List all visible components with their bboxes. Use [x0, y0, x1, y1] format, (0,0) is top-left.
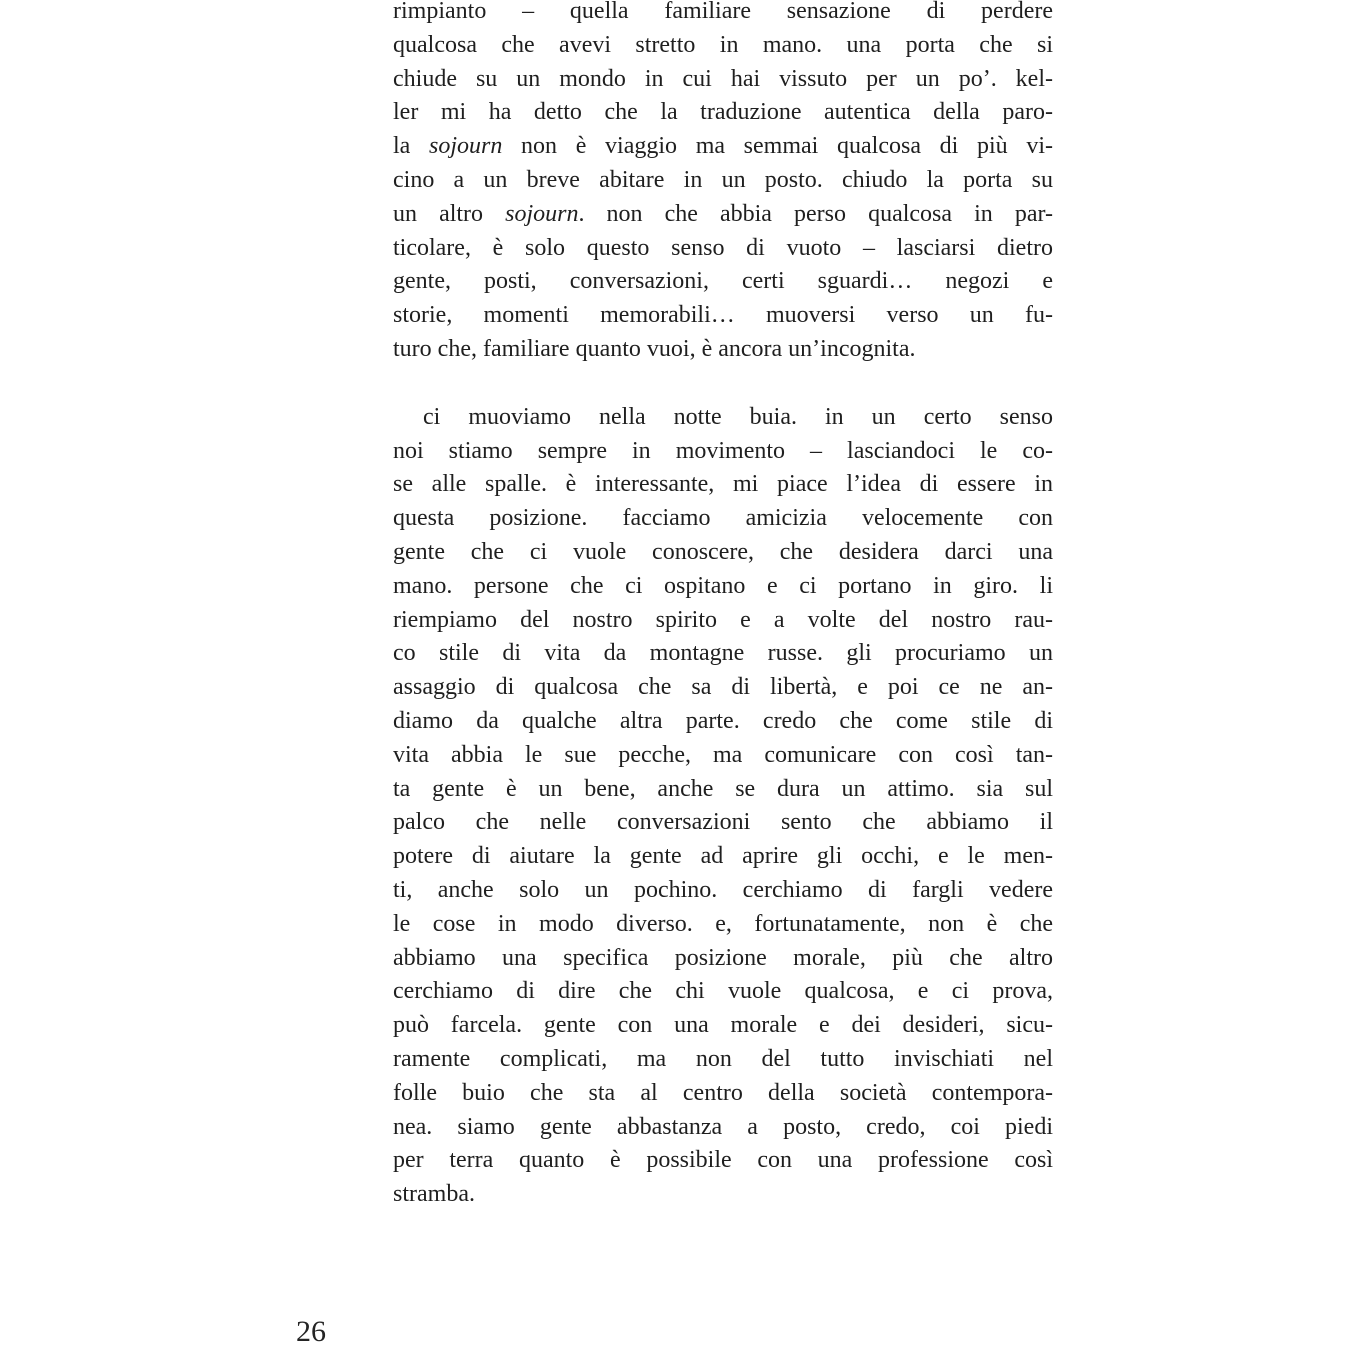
text-line: rimpianto – quella familiare sensazione di perdere — [393, 0, 1053, 24]
text-line: può farcela. gente con una morale e dei desideri, sicu- — [393, 1012, 1053, 1039]
text-line: diamo da qualche altra parte. credo che come stile di — [393, 707, 1053, 734]
text-line: abbiamo una specifica posizione morale, più che altro — [393, 944, 1053, 971]
text-line: cino a un breve abitare in un posto. chiudo la porta su — [393, 166, 1053, 193]
text-line: stramba. — [393, 1181, 475, 1208]
text-line: palco che nelle conversazioni sento che abbiamo il — [393, 809, 1053, 836]
text-line: turo che, familiare quanto vuoi, è ancora un’incognita. — [393, 335, 916, 362]
text-line: potere di aiutare la gente ad aprire gli occhi, e le men- — [393, 843, 1053, 870]
text-line: un altro sojourn. non che abbia perso qualcosa in par- — [393, 200, 1053, 227]
text-line: vita abbia le sue pecche, ma comunicare con così tan- — [393, 741, 1053, 768]
text-line: qualcosa che avevi stretto in mano. una porta che si — [393, 31, 1053, 58]
text-line: questa posizione. facciamo amicizia velocemente con — [393, 505, 1053, 532]
italic-word: sojourn — [505, 200, 579, 227]
text-line: folle buio che sta al centro della società contempora- — [393, 1079, 1053, 1106]
text-line: ler mi ha detto che la traduzione autentica della paro- — [393, 99, 1053, 126]
text-line: ticolare, è solo questo senso di vuoto – lasciarsi dietro — [393, 234, 1053, 261]
paragraph — [393, 401, 1053, 1212]
text-line: per terra quanto è possibile con una professione così — [393, 1147, 1053, 1174]
text-line: assaggio di qualcosa che sa di libertà, e poi ce ne an- — [393, 674, 1053, 701]
text-line: ci muoviamo nella notte buia. in un certo senso — [423, 403, 1053, 430]
italic-word: sojourn — [429, 133, 503, 160]
text-line: se alle spalle. è interessante, mi piace l’idea di essere in — [393, 471, 1053, 498]
text-line: la sojourn non è viaggio ma semmai qualcosa di più vi- — [393, 133, 1053, 160]
text-line: mano. persone che ci ospitano e ci portano in giro. li — [393, 572, 1053, 599]
text-column — [393, 0, 1053, 1212]
text-line: le cose in modo diverso. e, fortunatamente, non è che — [393, 910, 1053, 937]
text-line: noi stiamo sempre in movimento – lasciandoci le co- — [393, 437, 1053, 464]
text-line: ta gente è un bene, anche se dura un attimo. sia sul — [393, 775, 1053, 802]
text-line: co stile di vita da montagne russe. gli procuriamo un — [393, 640, 1053, 667]
text-line: storie, momenti memorabili… muoversi verso un fu- — [393, 302, 1053, 329]
text-line: gente che ci vuole conoscere, che desidera darci una — [393, 538, 1053, 565]
text-line: cerchiamo di dire che chi vuole qualcosa, e ci prova, — [393, 978, 1053, 1005]
text-line: gente, posti, conversazioni, certi sguardi… negozi e — [393, 268, 1053, 295]
text-line: ti, anche solo un pochino. cerchiamo di fargli vedere — [393, 876, 1053, 903]
text-line: riempiamo del nostro spirito e a volte del nostro rau- — [393, 606, 1053, 633]
paragraph — [393, 0, 1053, 367]
text-line: ramente complicati, ma non del tutto invischiati nel — [393, 1045, 1053, 1072]
text-line: nea. siamo gente abbastanza a posto, credo, coi piedi — [393, 1113, 1053, 1140]
text-line: chiude su un mondo in cui hai vissuto per un po’. kel- — [393, 65, 1053, 92]
page-number: 26 — [296, 1315, 326, 1348]
